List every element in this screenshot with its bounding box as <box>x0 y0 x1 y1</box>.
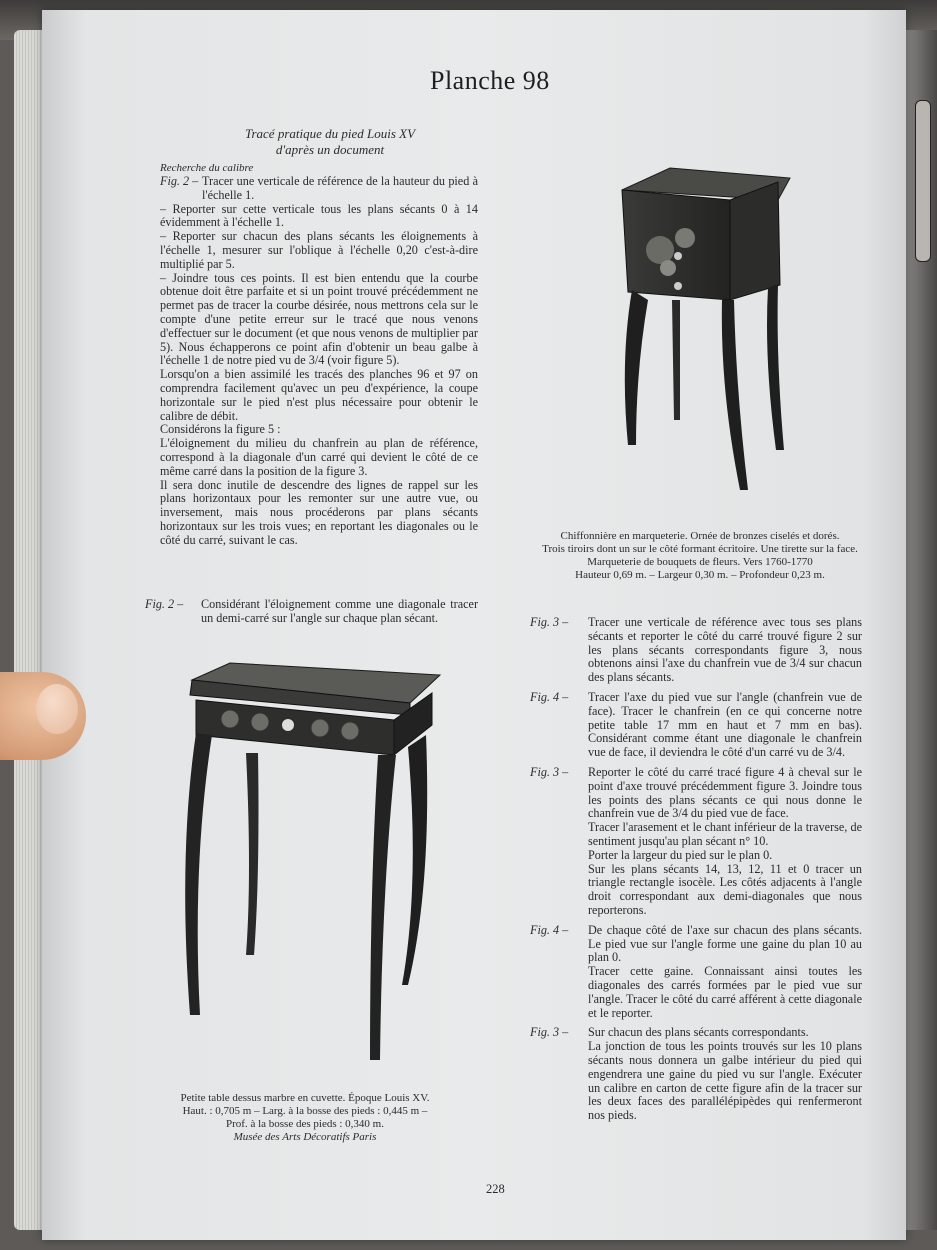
paragraph: – Reporter sur chacun des plans sécants les éloignements à l'échelle 1, mesurer sur l'oblique à l'échelle 0,20 c'est-à-dire multiplié par 5. <box>160 229 478 271</box>
paragraph: Considérant l'éloignement comme une diagonale tracer un demi-carré sur l'angle sur chaque plan sécant. <box>201 597 478 625</box>
paragraph: La jonction de tous les points trouvés sur les 10 plans sécants nous donnera un galbe intérieur du pied qui engendrera une gaine du pied vu sur l'angle. Exécuter un calibre en carton de cette figure afin de la tracer sur les deux faces des parallélépipèdes qui renfermeront nos pieds. <box>588 1039 862 1123</box>
right-facing-page-edge <box>903 30 937 1230</box>
subtitle-line-2: d'après un document <box>275 142 385 157</box>
paragraph: L'éloignement du milieu du chanfrein au plan de référence, correspond à la diagonale d'un carré qui devient le côté de ce même carré dans la position de la figure 3. <box>160 436 478 478</box>
paragraph: Considérons la figure 5 : <box>160 422 281 437</box>
page-title: Planche 98 <box>430 66 550 95</box>
thumbnail-nail <box>36 684 78 734</box>
paragraph: Sur chacun des plans sécants correspondants. <box>588 1025 809 1040</box>
chiffonniere-caption <box>520 530 880 582</box>
paragraph: Reporter le côté du carré tracé figure 4 à cheval sur le point d'axe trouvé précédemment figure 3. Joindre tous les points des plans sécants ce qui nous donne le chanfrein vue de 3/4 du pied vue de face. <box>588 764 862 821</box>
page-subtitle <box>200 126 460 158</box>
caption-museum: Musée des Arts Décoratifs Paris <box>233 1131 377 1143</box>
caption-line: Chiffonnière en marqueterie. Ornée de bronzes ciselés et dorés. <box>560 530 840 542</box>
paragraph: Porter la largeur du pied sur le plan 0. <box>588 847 773 862</box>
caption-line: Hauteur 0,69 m. – Largeur 0,30 m. – Profondeur 0,23 m. <box>575 569 825 581</box>
paragraph: – Joindre tous ces points. Il est bien entendu que la courbe obtenue doit être parfaite et si un point trouvé précédemment ne permet pas de tracer la courbe désirée, nous mettrons cela sur le compte d'une petite erreur sur le tracé que nous venons d'effectuer sur le document (et que nous venons de multiplier par 5). Nous échapperons ce point afin d'obtenir un beau galbe à l'échelle 1 de notre pied vu de 3/4 (voir figure 5). <box>160 270 478 368</box>
fig-label: Fig. 4 – <box>530 922 569 937</box>
paragraph: – Reporter sur cette verticale tous les plans sécants 0 à 14 évidemment à l'échelle 1. <box>160 201 478 230</box>
fig-label: Fig. 3 – <box>530 764 569 779</box>
paragraph: Il sera donc inutile de descendre des lignes de rappel sur les plans horizontaux pour les remonter sur une autre vue, ou inversement, mais nous procéderons par plans sécants horizontaux sur les trois vues; en reportant les diagonales ou le côté du carré, suivant le cas. <box>160 477 478 547</box>
left-text-block-1 <box>160 175 478 548</box>
chiffonniere-photo <box>600 160 810 510</box>
caption-line: Petite table dessus marbre en cuvette. Époque Louis XV. <box>180 1092 430 1104</box>
paragraph: Lorsqu'on a bien assimilé les tracés des planches 96 et 97 on comprendra facilement qu'avec un peu d'expérience, la coupe horizontale sur le pied n'est plus nécessaire pour obtenir le calibre de débit. <box>160 367 478 423</box>
petite-table-photo <box>170 655 450 1070</box>
caption-line: Marqueterie de bouquets de fleurs. Vers 1760-1770 <box>587 556 813 568</box>
fig-label: Fig. 4 – <box>530 689 569 704</box>
petite-table-caption <box>140 1092 470 1144</box>
section-heading: Recherche du calibre <box>160 162 254 174</box>
fig-label: Fig. 3 – <box>530 615 569 629</box>
paragraph: Tracer l'axe du pied vue sur l'angle (chanfrein vue de face). Tracer le chanfrein (en ce qui concerne notre petite table 17 mm en haut et 7 mm en bas). Considérant comme étant une diagonale le chanfrein vue de face, il deviendra le côté d'un carré vu de 3/4. <box>588 689 862 760</box>
caption-line: Prof. à la bosse des pieds : 0,340 m. <box>226 1118 384 1130</box>
caption-line: Haut. : 0,705 m – Larg. à la bosse des pieds : 0,445 m – <box>182 1105 428 1117</box>
subtitle-line-1: Tracé pratique du pied Louis XV <box>244 126 416 141</box>
fig-label: Fig. 3 – <box>530 1025 569 1040</box>
paragraph: Tracer l'arasement et le chant inférieur de la traverse, de sentiment jusqu'au plan sécant n° 10. <box>588 820 862 848</box>
paragraph: Tracer cette gaine. Connaissant ainsi toutes les diagonales des carrés formées par le pied vue sur l'angle. Tracer le côté du carré afférent à cette diagonale et le reporter. <box>588 964 862 1020</box>
caption-line: Trois tiroirs dont un sur le côté formant écritoire. Une tirette sur la face. <box>542 543 858 555</box>
fig-label: Fig. 2 – <box>160 174 199 188</box>
paragraph: Tracer une verticale de référence avec tous ses plans sécants et reporter le côté du carré trouvé figure 2 sur les plans sécants correspondants figure 3, nous obtenons ainsi l'axe du chanfrein vue de 3/4 sur chacun des plans sécants. <box>588 615 862 685</box>
facing-page-vase-illustration <box>915 100 931 262</box>
right-text-column <box>530 616 862 1123</box>
left-text-block-2 <box>145 598 478 626</box>
fig-label: Fig. 2 – <box>145 597 184 611</box>
paragraph: Sur les plans sécants 14, 13, 12, 11 et 0 tracer un triangle rectangle isocèle. Les côtés adjacents à l'angle droit correspondant aux demi-diagonales que nous reporterons. <box>588 861 862 917</box>
page-number: 228 <box>486 1182 505 1196</box>
paragraph: Tracer une verticale de référence de la hauteur du pied à l'échelle 1. <box>202 174 478 202</box>
paragraph: De chaque côté de l'axe sur chacun des plans sécants. Le pied vue sur l'angle forme une gaine du plan 10 au plan 0. <box>588 922 862 965</box>
